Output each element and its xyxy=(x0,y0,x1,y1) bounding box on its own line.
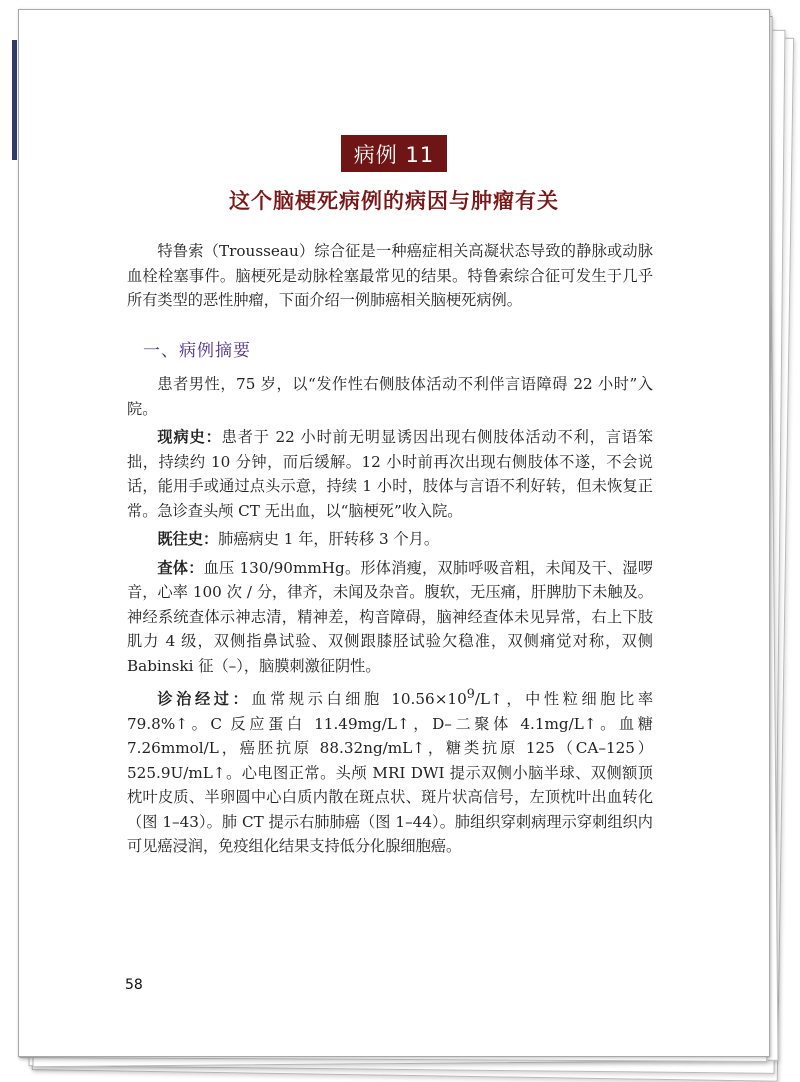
treatment-course-text-a: 血常规示白细胞 10.56×10 xyxy=(251,690,467,709)
book-page xyxy=(18,9,770,1057)
past-history-paragraph xyxy=(127,527,653,552)
past-history-label: 既往史： xyxy=(157,530,219,548)
case-title: 这个脑梗死病例的病因与肿瘤有关 xyxy=(229,189,559,213)
present-illness-text: 患者于 22 小时前无明显诱因出现右侧肢体活动不利，言语笨拙，持续约 10 分钟，而后缓解。12 小时前再次出现右侧肢体不遂，不会说话，能用手或通过点头示意，持续 1 小时，肢体与言语不利好转，但未恢复正常。急诊查头颅 CT 无出血，以“脑梗死”收入院。 xyxy=(127,428,654,520)
treatment-course-text-b: /L↑，中性粒细胞比率 79.8%↑。C 反应蛋白 11.49mg/L↑，D–二聚体 4.1mg/L↑。血糖 7.26mmol/L，癌胚抗原 88.32ng/mL↑，糖类抗原 125（CA–125）525.9U/mL↑。心电图正常。头颅 MRI DWI 提示双侧小脑半球、双侧额顶枕叶皮质、半卵圆中心白质内散在斑点状、斑片状高信号，左顶枕叶出血转化（图 1–43）。肺 CT 提示右肺肺癌（图 1–44）。肺组织穿刺病理示穿刺组织内可见癌浸润，免疫组化结果支持低分化腺细胞癌。 xyxy=(127,690,654,856)
book-edge-navy xyxy=(12,40,17,160)
physical-exam-paragraph xyxy=(127,556,653,679)
present-illness-paragraph xyxy=(127,425,653,523)
page-number: 58 xyxy=(125,977,143,993)
present-illness-label: 现病史： xyxy=(157,428,222,446)
chief-complaint-paragraph: 患者男性，75 岁，以“发作性右侧肢体活动不利伴言语障碍 22 小时”入院。 xyxy=(127,375,653,418)
physical-exam-label: 查体： xyxy=(157,558,204,577)
intro-section xyxy=(127,239,653,317)
treatment-course-paragraph xyxy=(127,682,653,859)
section-heading: 一、病例摘要 xyxy=(143,341,251,361)
case-number-badge: 病例 11 xyxy=(341,135,447,172)
past-history-text: 肺癌病史 1 年，肝转移 3 个月。 xyxy=(218,530,440,548)
treatment-course-label: 诊治经过： xyxy=(157,690,252,709)
exponent: 9 xyxy=(466,686,475,701)
intro-paragraph: 特鲁索（Trousseau）综合征是一种癌症相关高凝状态导致的静脉或动脉血栓栓塞事件。脑梗死是动脉栓塞最常见的结果。特鲁索综合征可发生于几乎所有类型的恶性肿瘤，下面介绍一例肺癌相关脑梗死病例。 xyxy=(127,242,653,309)
physical-exam-text: 血压 130/90mmHg。形体消瘦，双肺呼吸音粗，未闻及干、湿啰音，心率 100 次 / 分，律齐，未闻及杂音。腹软，无压痛，肝脾肋下未触及。神经系统查体示神志清，精神差，构音障碍，脑神经查体未见异常，右上下肢肌力 4 级，双侧指鼻试验、双侧跟膝胫试验欠稳准，双侧痛觉对称，双侧 Babinski 征（–），脑膜刺激征阴性。 xyxy=(127,558,654,675)
case-summary xyxy=(127,372,653,863)
